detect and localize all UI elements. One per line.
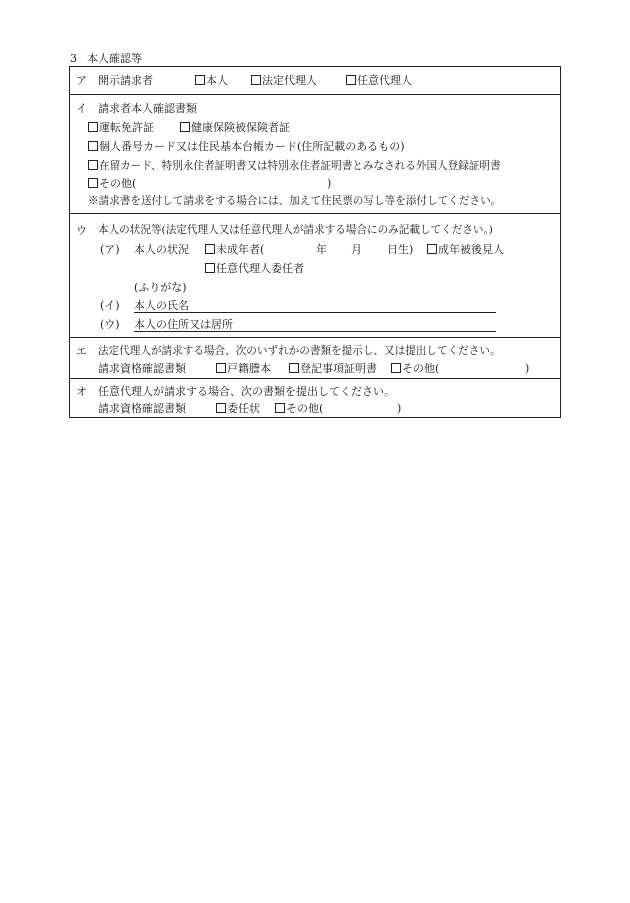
checkbox-legal-agent-other-label: その他(	[402, 362, 440, 375]
legal-agent-docs-type-label: 請求資格確認書類	[98, 362, 186, 375]
checkbox-voluntary-delegator-label: 任意代理人委任者	[216, 262, 304, 275]
principal-condition-label: 本人の状況	[134, 243, 189, 256]
sub-marker-i: (イ)	[100, 299, 120, 312]
checkbox-box[interactable]	[88, 122, 98, 132]
principal-status-label: 本人の状況等(法定代理人又は任意代理人が請求する場合にのみ記載してください。)	[98, 224, 493, 236]
row-marker-o: オ	[76, 385, 87, 398]
checkbox-legal-agent[interactable]	[251, 75, 317, 86]
checkbox-self-label: 本人	[206, 74, 228, 87]
checkbox-health-insurance[interactable]	[180, 122, 290, 133]
checkbox-box[interactable]	[275, 403, 285, 413]
section-heading	[70, 53, 142, 64]
checkbox-voluntary-agent-label: 任意代理人	[357, 74, 412, 87]
principal-address-field[interactable]	[134, 319, 496, 332]
checkbox-registry-certificate[interactable]	[289, 363, 377, 374]
row-marker-e: エ	[76, 345, 87, 358]
mail-request-note: ※請求書を送付して請求をする場合には、加えて住民票の写し等を添付してください。	[88, 195, 502, 207]
row-requester-type	[70, 67, 560, 95]
checkbox-minor-label: 未成年者(	[216, 243, 265, 256]
checkbox-box[interactable]	[88, 160, 98, 170]
checkbox-box[interactable]	[205, 263, 215, 273]
checkbox-voluntary-agent-other-label: その他(	[286, 402, 324, 415]
checkbox-box[interactable]	[88, 141, 98, 151]
checkbox-other-document-label: その他(	[99, 177, 137, 190]
checkbox-adult-guardian-label: 成年被後見人	[438, 243, 504, 256]
checkbox-box[interactable]	[88, 178, 98, 188]
checkbox-family-register-label: 戸籍謄本	[227, 362, 271, 375]
checkbox-legal-agent-other[interactable]	[391, 363, 439, 374]
checkbox-residence-card[interactable]	[88, 160, 501, 172]
checkbox-adult-guardian[interactable]	[427, 244, 504, 255]
sub-marker-u: (ウ)	[100, 318, 120, 331]
checkbox-power-of-attorney[interactable]	[216, 403, 260, 414]
principal-name-label: 本人の氏名	[134, 299, 189, 312]
row-marker-u: ウ	[76, 224, 87, 237]
birth-month-label: 月	[351, 243, 362, 256]
row-voluntary-agent-docs	[70, 379, 560, 417]
checkbox-box[interactable]	[205, 244, 215, 254]
section-number: 3	[70, 52, 77, 65]
checkbox-residence-card-label: 在留カード、特別永住者証明書又は特別永住者証明書とみなされる外国人登録証明書	[99, 160, 501, 172]
checkbox-minor[interactable]	[205, 244, 264, 255]
checkbox-box[interactable]	[195, 75, 205, 85]
requester-label: 開示請求者	[98, 74, 153, 87]
checkbox-box[interactable]	[427, 244, 437, 254]
checkbox-box[interactable]	[251, 75, 261, 85]
sub-marker-a: (ア)	[100, 243, 120, 256]
checkbox-family-register[interactable]	[216, 363, 271, 374]
row-principal-status	[70, 214, 560, 338]
principal-address-label: 本人の住所又は居所	[134, 318, 233, 331]
checkbox-voluntary-delegator[interactable]	[205, 263, 304, 274]
section-title: 本人確認等	[87, 52, 142, 65]
principal-name-field[interactable]	[134, 300, 496, 313]
legal-agent-docs-label: 法定代理人が請求する場合、次のいずれかの書類を提示し、又は提出してください。	[98, 345, 501, 357]
voluntary-agent-other-close-paren: )	[397, 402, 402, 415]
checkbox-box[interactable]	[216, 363, 226, 373]
checkbox-self[interactable]	[195, 75, 228, 86]
checkbox-health-insurance-label: 健康保険被保険者証	[191, 121, 290, 134]
checkbox-power-of-attorney-label: 委任状	[227, 402, 260, 415]
other-document-close-paren: )	[327, 177, 332, 190]
checkbox-legal-agent-label: 法定代理人	[262, 74, 317, 87]
legal-agent-other-close-paren: )	[525, 362, 530, 375]
checkbox-voluntary-agent[interactable]	[346, 75, 412, 86]
checkbox-box[interactable]	[289, 363, 299, 373]
checkbox-mynumber-card-label: 個人番号カード又は住民基本台帳カード(住所記載のあるもの)	[99, 140, 405, 153]
checkbox-box[interactable]	[180, 122, 190, 132]
row-id-documents	[70, 95, 560, 214]
checkbox-drivers-license-label: 運転免許証	[99, 121, 154, 134]
row-marker-i: イ	[76, 102, 87, 115]
voluntary-agent-docs-type-label: 請求資格確認書類	[98, 402, 186, 415]
id-documents-label: 請求者本人確認書類	[98, 102, 197, 115]
checkbox-box[interactable]	[391, 363, 401, 373]
checkbox-registry-certificate-label: 登記事項証明書	[300, 362, 377, 375]
checkbox-drivers-license[interactable]	[88, 122, 154, 133]
checkbox-box[interactable]	[216, 403, 226, 413]
row-legal-agent-docs	[70, 338, 560, 379]
voluntary-agent-docs-label: 任意代理人が請求する場合、次の書類を提出してください。	[98, 385, 395, 398]
checkbox-box[interactable]	[346, 75, 356, 85]
checkbox-voluntary-agent-other[interactable]	[275, 403, 323, 414]
birth-day-label: 日生)	[387, 243, 414, 256]
row-marker-a: ア	[76, 74, 87, 87]
checkbox-other-document[interactable]	[88, 178, 136, 189]
birth-year-label: 年	[316, 243, 327, 256]
furigana-label: (ふりがな)	[134, 281, 187, 294]
identity-verification-table	[69, 66, 561, 418]
checkbox-mynumber-card[interactable]	[88, 141, 405, 152]
